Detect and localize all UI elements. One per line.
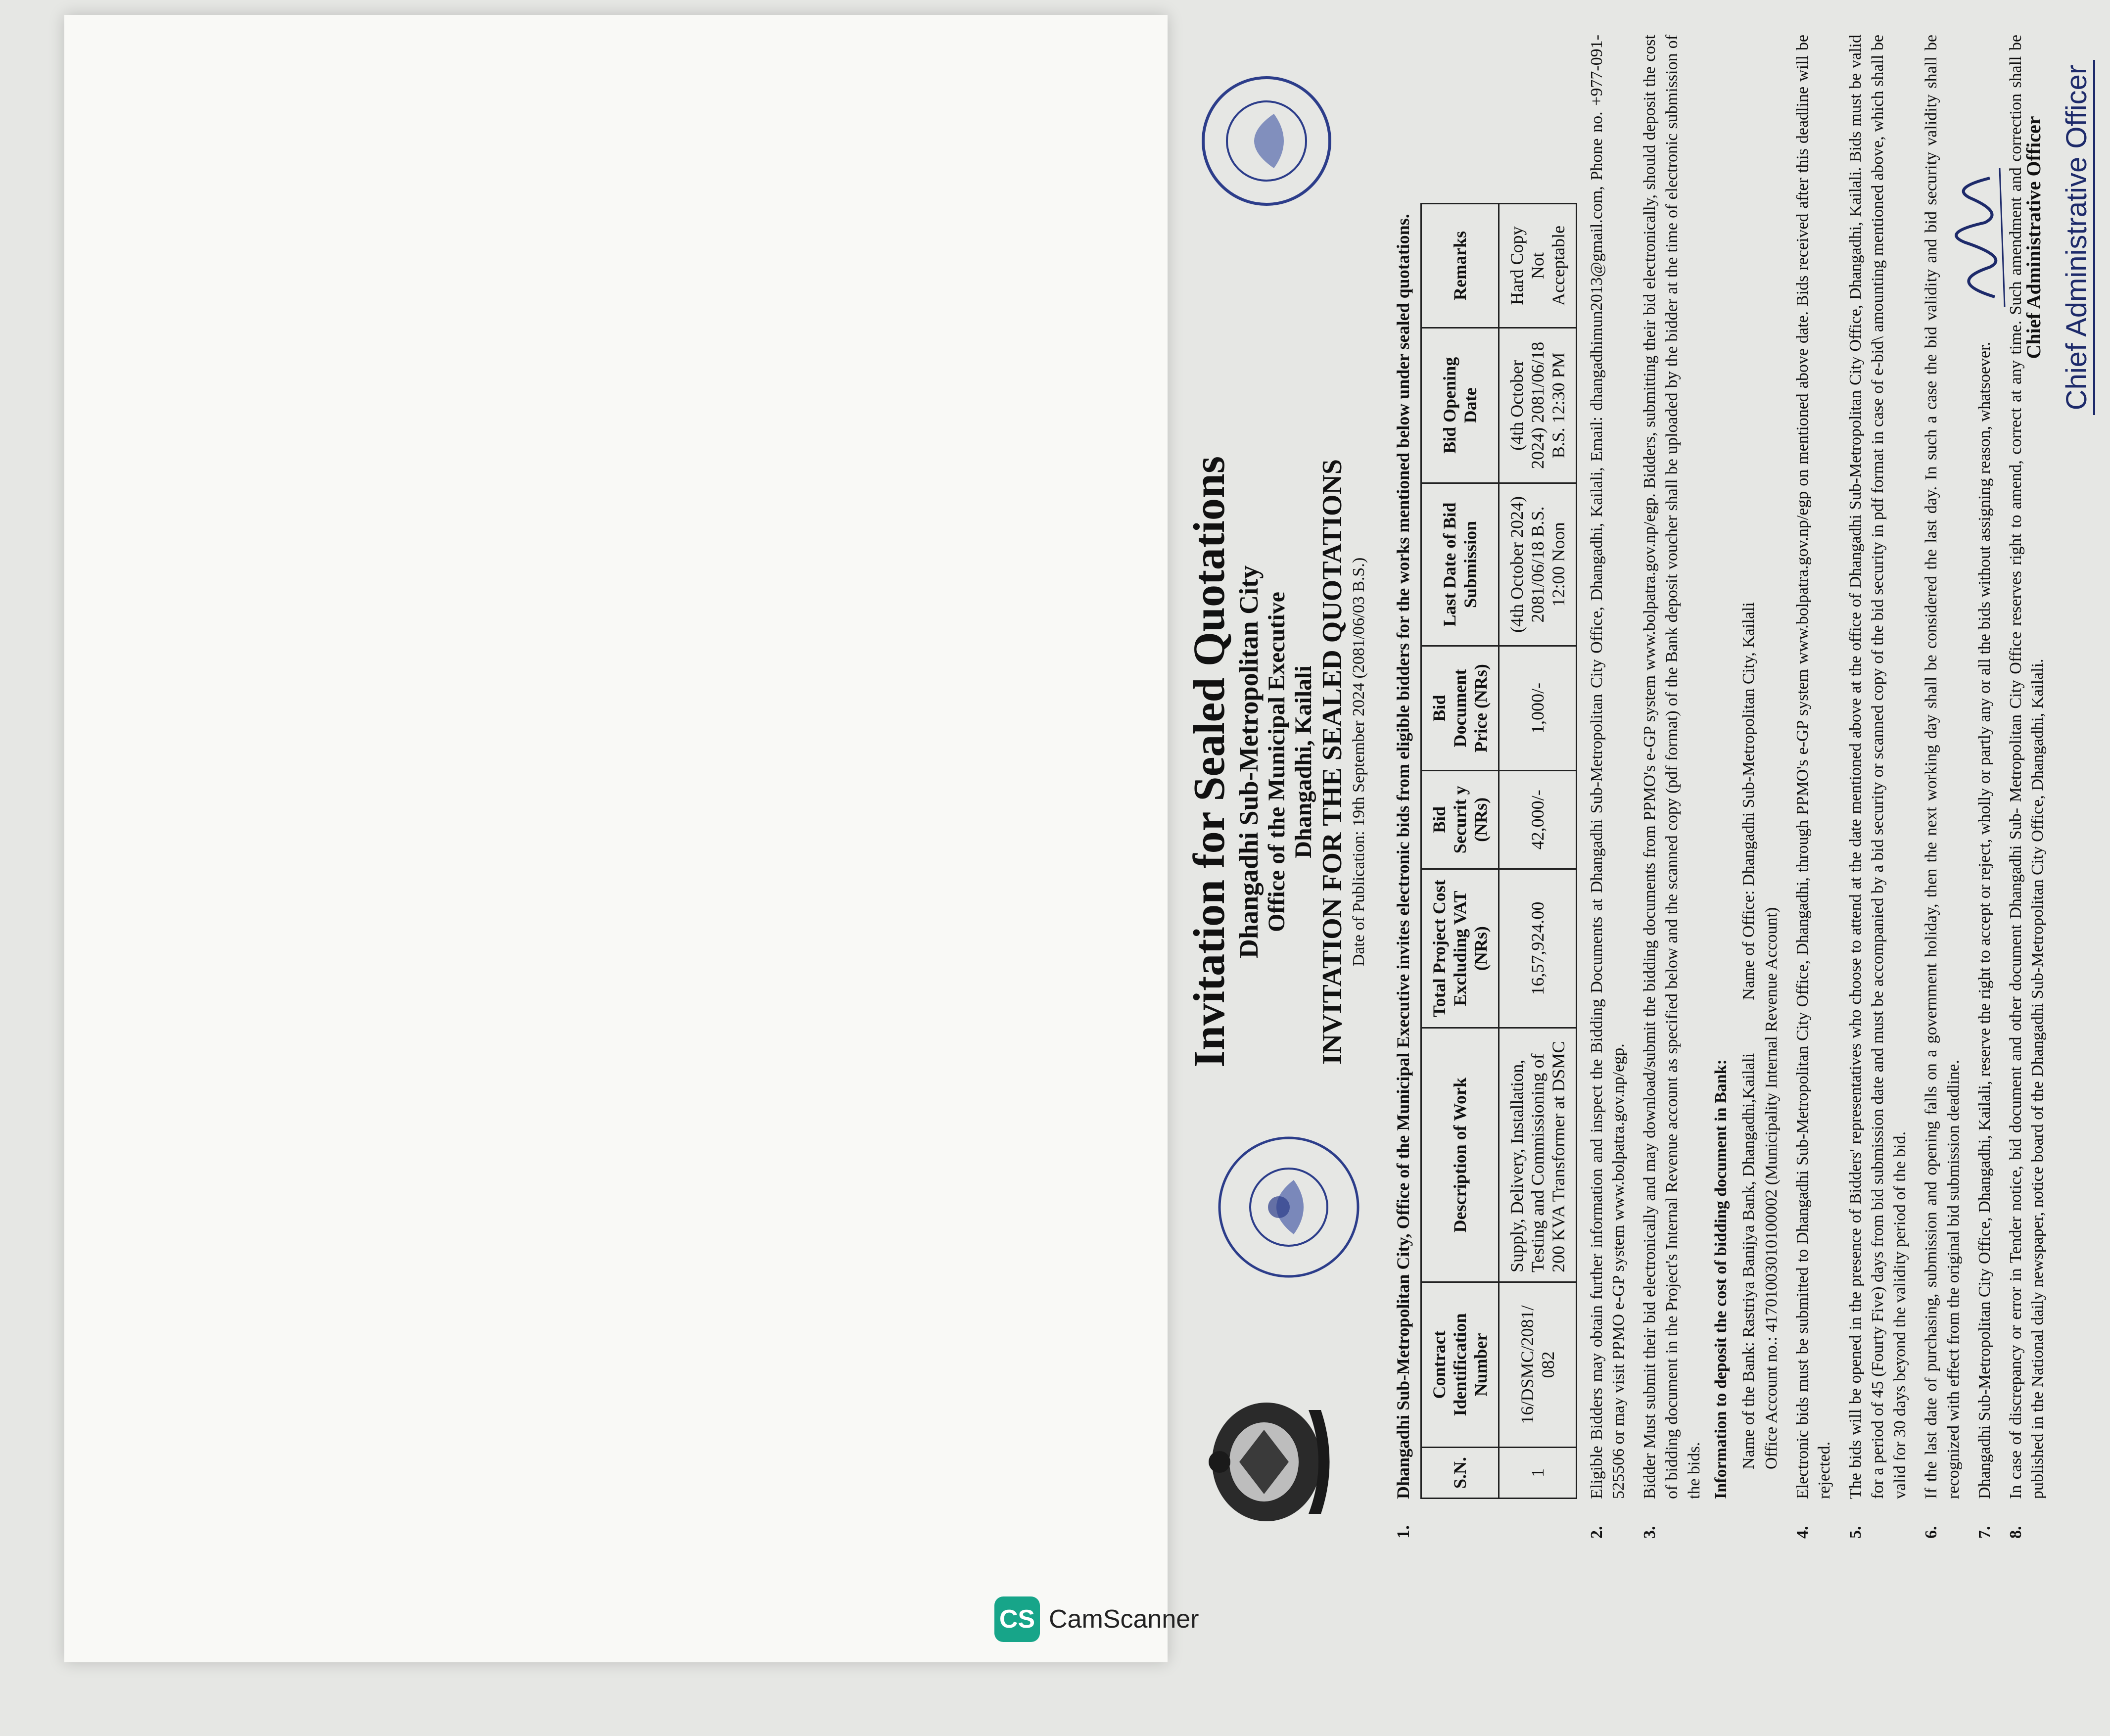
- scanned-page: [64, 15, 1168, 1662]
- camscanner-logo-icon: CS: [994, 1596, 1040, 1642]
- bid-table: [1420, 203, 1577, 1499]
- item-text: Electronic bids must be submitted to Dhangadhi Sub-Metropolitan City Office, Dhangadhi, through PPMO's e-GP system www.bolpatra.gov.np/egp on mentioned above date. Bids received after this deadline will be rejected.: [1793, 35, 1834, 1499]
- signatory-stamp: Chief Administrative Officer: [2060, 60, 2095, 415]
- col-header: Bid Document Price (NRs): [1421, 646, 1499, 771]
- bank-name-text: Name of the Bank: Rastriya Banijya Bank, Dhangadhi,Kailali: [1739, 1053, 1758, 1469]
- bank-name: [1737, 35, 1760, 1469]
- signature-block: [1935, 49, 2095, 425]
- item-text: Dhangadhi Sub-Metropolitan City, Office of the Municipal Executive invites electronic bids from eligible bidders for the works mentioned below under sealed quotations.: [1393, 214, 1413, 1499]
- bank-info: [1710, 35, 1783, 1499]
- notice-item-2: [1586, 35, 1631, 1539]
- item-number: 6.: [1922, 1526, 1940, 1539]
- bank-account: Office Account no.: 41701003010100002 (Municipality Internal Revenue Account): [1762, 907, 1781, 1469]
- notice-header: [1175, 35, 1383, 1539]
- col-header: Last Date of Bid Submission: [1421, 483, 1499, 646]
- cell-document-price: 1,000/-: [1499, 646, 1576, 771]
- col-header: Bid Securit y (NRs): [1421, 770, 1499, 869]
- cell-bid-security: 42,000/-: [1499, 770, 1576, 869]
- nepal-emblem-icon: [1205, 1395, 1328, 1529]
- col-header: Bid Opening Date: [1421, 328, 1499, 483]
- office-name: Office of the Municipal Executive: [1264, 592, 1290, 932]
- camscanner-label: CamScanner: [1049, 1604, 1199, 1634]
- notice-document: [1170, 20, 2110, 1553]
- col-header: Remarks: [1421, 204, 1499, 328]
- notice-item-1: [1392, 35, 1415, 1539]
- notice-item-4: [1792, 35, 1836, 1539]
- item-text: Dhangadhi Sub-Metropolitan City Office, Dhangadhi, Kailali, reserve the right to accept or reject, wholly or partly any or all the bids without assigning reason, whatsoever.: [1975, 341, 1994, 1499]
- cell-submission-date: (4th October 2024) 2081/06/18 B.S. 12:00 Noon: [1499, 483, 1576, 646]
- col-header: S.N.: [1421, 1447, 1499, 1498]
- col-header: Description of Work: [1421, 1028, 1499, 1282]
- publication-date: Date of Publication: 19th September 2024 (2081/06/03 B.S.): [1349, 557, 1368, 967]
- invitation-heading: INVITATION FOR THE SEALED QUOTATIONS: [1316, 459, 1348, 1065]
- item-number: 5.: [1846, 1526, 1865, 1539]
- notice-item-3: [1639, 35, 1706, 1539]
- item-number: 1.: [1393, 1525, 1413, 1539]
- table-row: [1499, 204, 1576, 1499]
- cell-description: Supply, Delivery, Installation, Testing and Commissioning of 200 KVA Transformer at DSMC: [1499, 1028, 1576, 1282]
- item-number: 8.: [2006, 1526, 2025, 1539]
- col-header: Contract Identification Number: [1421, 1282, 1499, 1447]
- item-text: If the last date of purchasing, submission and opening falls on a government holiday, then the next working day shall be considered the last day. In such a case the bid validity and bid security validity shall be recognized with effect from the original bid submission deadline.: [1922, 35, 1963, 1499]
- item-number: 7.: [1975, 1526, 1994, 1539]
- cell-remarks: Hard Copy Not Acceptable: [1499, 204, 1576, 328]
- title-block: [1175, 331, 1370, 1192]
- cell-contract-id: 16/DSMC/2081/ 082: [1499, 1282, 1576, 1447]
- cell-project-cost: 16,57,924.00: [1499, 869, 1576, 1028]
- handwritten-signature-icon: [1935, 148, 2019, 327]
- col-header: Total Project Cost Excluding VAT (NRs): [1421, 869, 1499, 1028]
- item-text: Bidder Must submit their bid electronically and may download/submit the bidding documents from PPMO's e-GP system www.bolpatra.gov.np/egp. Bidders, submitting their bid electronically, should deposit the cost of bidding document in the Project's Internal Revenue account as specified below and the scanned copy (pdf format) of the Bank deposit voucher shall be uploaded by the bidder at the time of electronic submission of the bids.: [1641, 35, 1704, 1499]
- table-header-row: [1421, 204, 1499, 1499]
- office-name-text: Name of Office: Dhangadhi Sub-Metropolitan City, Kailali: [1739, 602, 1758, 1000]
- item-text: The bids will be opened in the presence of Bidders' representatives who choose to attend at the date mentioned above at the office of Dhangadhi Sub-Metropolitan City Office, Dhangadhi, Kailali. Bids must be valid for a period of 45 (Fourty Five) days from bid submission date and must be accompanied by a bid security or scanned copy of the bid security in pdf format in case of e-bid\ amounting mentioned above, which shall be valid for 30 days beyond the validity period of the bid.: [1846, 35, 1910, 1499]
- bank-info-heading: Information to deposit the cost of bidding document in Bank:: [1711, 1059, 1730, 1499]
- item-number: 4.: [1793, 1526, 1812, 1539]
- office-round-seal-icon: [1200, 74, 1333, 208]
- item-text: In case of discrepancy or error in Tender notice, bid document and other document Dhangadhi Sub- Metropolitan City Office reserves right to amend, correct at any time. Such amendment and correction shall be published in the National daily newspaper, notice board of the Dhangadhi Sub-Metropolitan City Office, Dhangadhi, Kailali.: [2006, 35, 2047, 1499]
- signatory-title: Chief Administrative Officer: [2022, 116, 2045, 359]
- page-title: Invitation for Sealed Quotations: [1185, 456, 1234, 1068]
- item-text: Eligible Bidders may obtain further information and inspect the Bidding Documents at Dhangadhi Sub-Metropolitan City Office, Dhangadhi, Kailali, Email: dhangadhimun2013@gmail.com, Phone no. +977-091-525506 or may visit PPMO e-GP system www.bolpatra.gov.np/egp.: [1587, 35, 1628, 1499]
- notice-item-5: [1845, 35, 1912, 1539]
- camscanner-watermark: [994, 1595, 1199, 1642]
- org-name: Dhangadhi Sub-Metropolitan City: [1234, 565, 1264, 959]
- cell-opening-date: (4th October 2024) 2081/06/18 B.S. 12:30 PM: [1499, 328, 1576, 483]
- item-number: 3.: [1641, 1526, 1659, 1539]
- office-location: Dhangadhi, Kailali: [1290, 665, 1317, 858]
- item-number: 2.: [1587, 1526, 1606, 1539]
- cell-sn: 1: [1499, 1447, 1576, 1498]
